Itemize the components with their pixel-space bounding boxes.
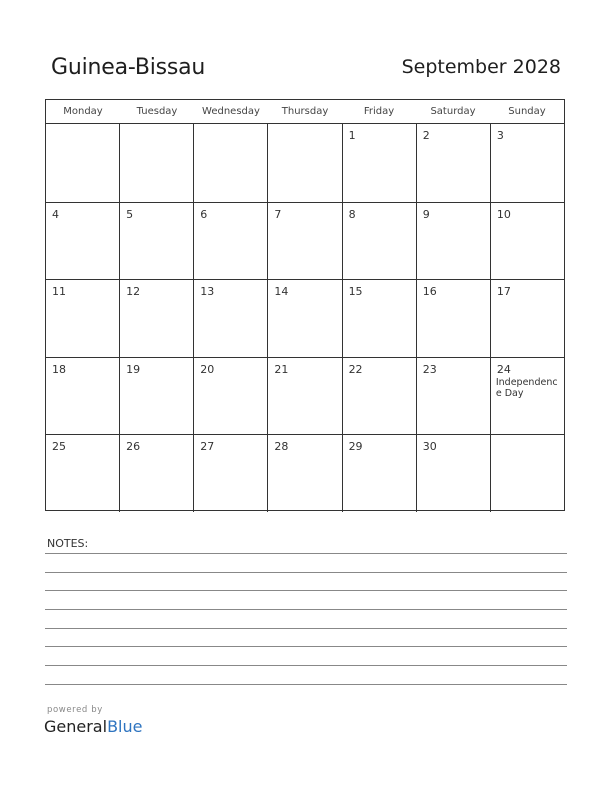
day-number: 13 <box>200 285 215 299</box>
day-cell <box>267 435 341 512</box>
day-number: 2 <box>422 129 430 142</box>
weekday-thursday: Thursday <box>281 106 329 117</box>
day-number: 3 <box>496 129 504 142</box>
day-cell <box>267 203 341 280</box>
day-cell <box>267 358 341 435</box>
notes-line <box>45 572 567 573</box>
day-number: 18 <box>52 362 66 376</box>
day-cell <box>416 203 490 280</box>
day-cell <box>46 203 119 280</box>
day-number: 4 <box>52 207 59 221</box>
notes-line <box>45 628 567 629</box>
day-cell <box>342 358 416 435</box>
day-number: 25 <box>52 440 66 454</box>
notes-line <box>45 609 567 610</box>
notes-line <box>45 665 567 666</box>
day-cell <box>267 280 341 357</box>
day-cell <box>490 203 564 280</box>
day-cell <box>416 124 490 202</box>
weekday-wednesday: Wednesday <box>202 106 260 117</box>
day-cell <box>193 124 267 202</box>
day-cell <box>119 280 193 357</box>
day-number: 8 <box>348 207 356 221</box>
brand-general-text: General <box>44 717 108 736</box>
day-cell <box>267 124 341 202</box>
day-number: 22 <box>348 362 363 376</box>
weekday-monday: Monday <box>63 106 103 117</box>
day-cell <box>490 124 564 202</box>
day-number: 15 <box>348 285 363 299</box>
week-row <box>46 202 564 280</box>
weekday-header-row <box>46 100 564 124</box>
day-number: 9 <box>422 207 430 221</box>
day-number: 6 <box>200 207 208 221</box>
day-number: 1 <box>348 129 356 142</box>
page-title-country: Guinea-Bissau <box>51 55 206 80</box>
holiday-label: Independence Day <box>495 376 558 399</box>
day-cell <box>342 435 416 512</box>
weekday-tuesday: Tuesday <box>136 106 178 117</box>
notes-line <box>45 590 567 591</box>
weekday-saturday: Saturday <box>430 106 476 117</box>
generalblue-logo[interactable] <box>44 717 142 736</box>
day-cell <box>46 124 119 202</box>
day-number: 16 <box>422 285 437 299</box>
weekday-sunday: Sunday <box>508 106 546 117</box>
day-cell <box>416 280 490 357</box>
day-number: 10 <box>496 207 511 221</box>
day-cell <box>193 358 267 435</box>
calendar-grid <box>45 99 565 511</box>
day-cell <box>342 280 416 357</box>
day-cell <box>342 124 416 202</box>
week-row <box>46 124 564 202</box>
day-cell <box>490 280 564 357</box>
day-number: 12 <box>126 285 141 299</box>
week-row <box>46 434 564 512</box>
notes-line <box>45 646 567 647</box>
week-row <box>46 357 564 435</box>
week-row <box>46 279 564 357</box>
day-cell <box>119 435 193 512</box>
day-number: 20 <box>200 362 215 376</box>
day-number: 23 <box>422 362 437 376</box>
day-number: 26 <box>126 440 141 454</box>
day-cell <box>490 358 564 435</box>
notes-label: NOTES: <box>47 537 89 550</box>
brand-blue-text: Blue <box>107 717 143 736</box>
day-cell <box>342 203 416 280</box>
day-cell <box>490 435 564 512</box>
day-cell <box>46 358 119 435</box>
day-number: 28 <box>274 440 289 454</box>
day-cell <box>193 203 267 280</box>
weekday-friday: Friday <box>363 106 395 117</box>
day-number: 29 <box>348 440 363 454</box>
day-cell <box>46 435 119 512</box>
day-number: 14 <box>274 285 289 299</box>
day-cell <box>416 358 490 435</box>
calendar-weeks <box>46 124 564 512</box>
notes-line <box>45 684 567 685</box>
day-number: 17 <box>496 285 511 299</box>
day-number: 30 <box>422 440 437 454</box>
day-number: 5 <box>126 207 134 221</box>
day-cell <box>193 280 267 357</box>
day-cell <box>416 435 490 512</box>
day-cell <box>193 435 267 512</box>
day-number: 24 <box>496 362 511 376</box>
month-label: September 2028 <box>401 56 561 78</box>
day-number: 21 <box>274 362 289 376</box>
day-number: 27 <box>200 440 215 454</box>
day-cell <box>46 280 119 357</box>
day-number: 11 <box>52 285 66 299</box>
powered-by-text: powered by <box>47 705 103 715</box>
day-cell <box>119 203 193 280</box>
day-number: 7 <box>274 207 282 221</box>
notes-line <box>45 553 567 554</box>
day-cell <box>119 358 193 435</box>
day-cell <box>119 124 193 202</box>
day-number: 19 <box>126 362 141 376</box>
